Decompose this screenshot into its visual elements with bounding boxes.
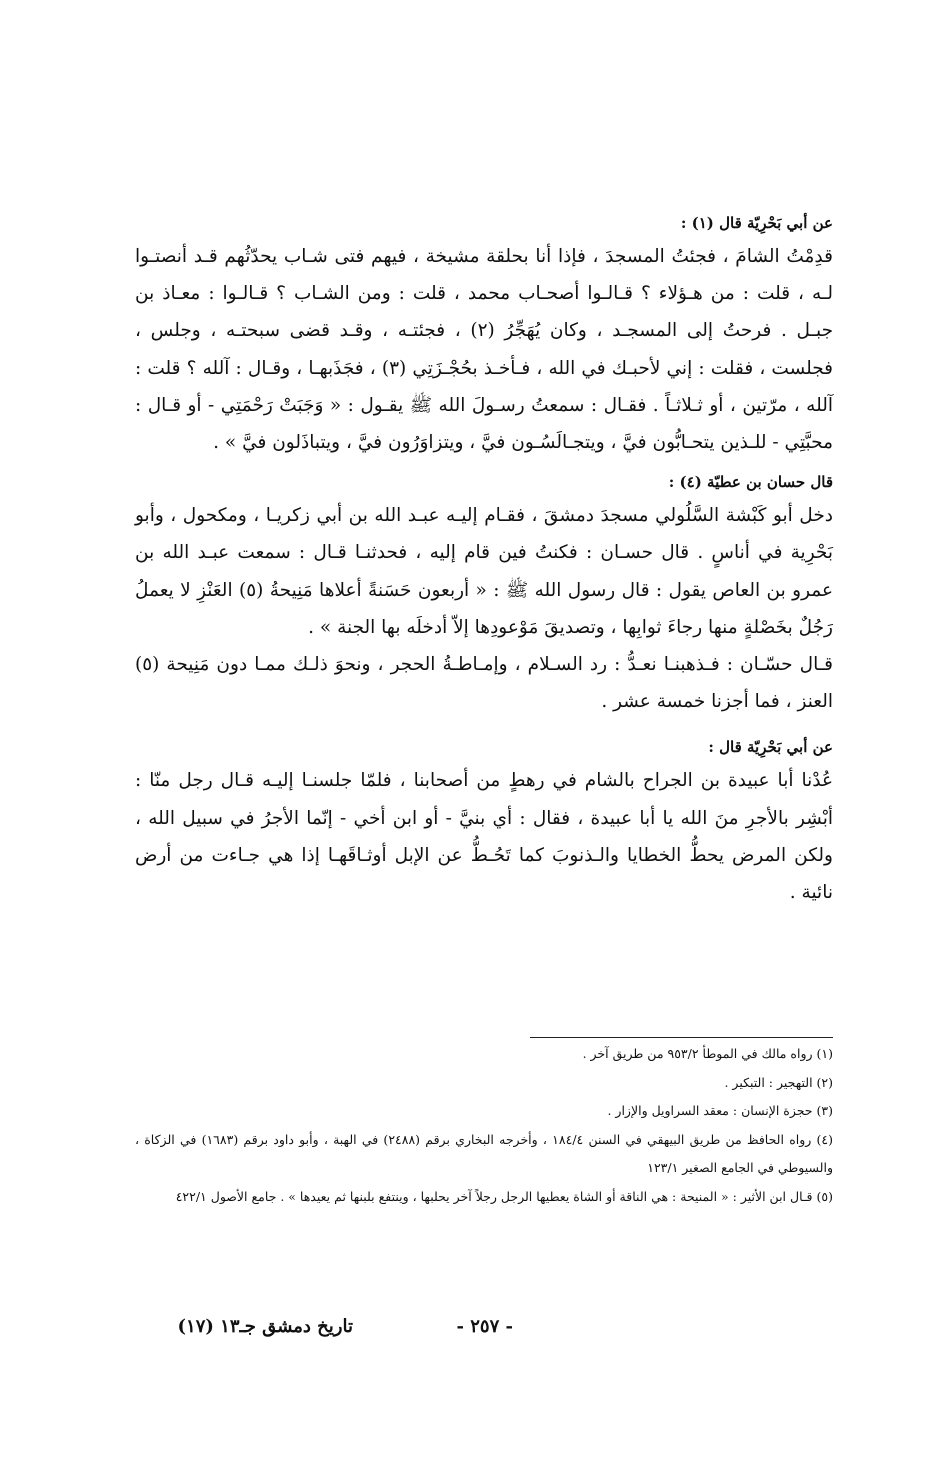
footnote-divider [530,1037,833,1038]
paragraph-1: قدِمْتُ الشامَ ، فجئتُ المسجدَ ، فإذا أنا بحلقة مشيخة ، فيهم فتى شـاب يحدّثُهم قـد أنصتـوا لـه ، قلت : من هـؤلاء ؟ قـالـوا أصحـاب محمد ، قلت : ومن الشـاب ؟ قـالـوا : معـاذ بن جبـل . فرحتُ إلى المسجـد ، وكان يُهَجِّرُ (٢) ، فجئتـه ، وقـد قضى سبحتـه ، وجلس ، فجلست ، فقلت : إني لأحبـك في الله ، فـأخـذ بحُجْـزَتِي (٣) ، فجَذَبهـا ، وقـال : آلله ؟ قلت : آلله ، مرّتين ، أو ثـلاثـاً . فقـال : سمعتُ رسـولَ الله ﷺ يقـول : « وَجَبَتْ رَحْمَتِي - أو قـال : محبَّتِي - للـذين يتحـابُّون فيَّ ، ويتجـالَسُـون فيَّ ، ويتزاوَرُون فيَّ ، ويتباذَلون فيَّ » . [135,246,834,454]
page-number: - ٢٥٧ - [456,1316,513,1337]
section-heading-3: عن أبي بَحْرِيّة قال : [708,738,833,757]
footnote-3: (٣) حجزة الإنسان : معقد السراويل والإزار . [607,1103,833,1118]
footnote-2: (٢) التهجير : التبكير . [724,1074,833,1090]
main-text [135,208,833,911]
paragraph-3: قـال حسّـان : فـذهبنـا نعـدُّ : رد السـلام ، وإمـاطـةُ الحجر ، ونحوَ ذلـك ممـا دون مَنِيحة (٥) العنز ، فما أجزنا خمسة عشر . [135,654,833,713]
section-heading-1: عن أبي بَحْرِيّة قال (١) : [680,214,833,232]
footnote-1: (١) رواه مالك في الموطأ ٩٥٣/٢ من طريق آخر . [582,1046,833,1061]
book-label: تاريخ دمشق جـ١٣ (١٧) [177,1316,353,1337]
paragraph-4: عُدْنا أبا عبيدة بن الجراح بالشام في رهطٍ من أصحابنا ، فلمّا جلسنـا إليـه قـال رجل منّا : أبْشِر بالأجرِ منَ الله يا أبا عبيدة ، فقال : أي بنيَّ - أو ابن أخي - إنّما الأجرُ في سبيل الله ، ولكن المرض يحطُّ الخطايا والـذنوبَ كما تَحُـطُّ عن الإبل أوثـاقَهـا إذا هي جـاءت من أرض نائية . [135,770,833,904]
page-footer [135,1316,833,1350]
footnote-5: (٥) قـال ابن الأثير : « المنيحة : هي الناقة أو الشاة يعطيها الرجل رجلاً آخر يحلبها ، وينتفع بلبنها ثم يعيدها » . جامع الأصول ٤٢٢/١ [175,1188,833,1204]
paragraph-2: دخل أبو كَبْشة السَّلُولي مسجدَ دمشقَ ، فقـام إليـه عبـد الله بن أبي زكريـا ، ومكحول ، وأبو بَحْرِية في أناسٍ . قال حسـان : فكنتُ فين قام إليه ، فحدثنـا قـال : سمعت عبـد الله بن عمرو بن العاص يقول : قال رسول الله ﷺ : « أربعون حَسَنةً أعلاها مَنِيحةُ (٥) العَنْزِ لا يعملُ رَجُلٌ بخَصْلةٍ منها رجاءَ ثوابِها ، وتصديقَ مَوْعودِها إلاّ أدخلَه بها الجنة » . [135,505,834,638]
footnotes [135,1040,833,1211]
footnote-4: (٤) رواه الحافظ من طريق البيهقي في السنن ١٨٤/٤ ، وأخرجه البخاري برقم (٢٤٨٨) في الهبة ، وأبو داود برقم (١٦٨٣) في الزكاة ، والسيوطي في الجامع الصغير ١٢٣/١ [135,1131,833,1175]
section-heading-2: قال حسان بن عطيّة (٤) : [668,473,833,492]
